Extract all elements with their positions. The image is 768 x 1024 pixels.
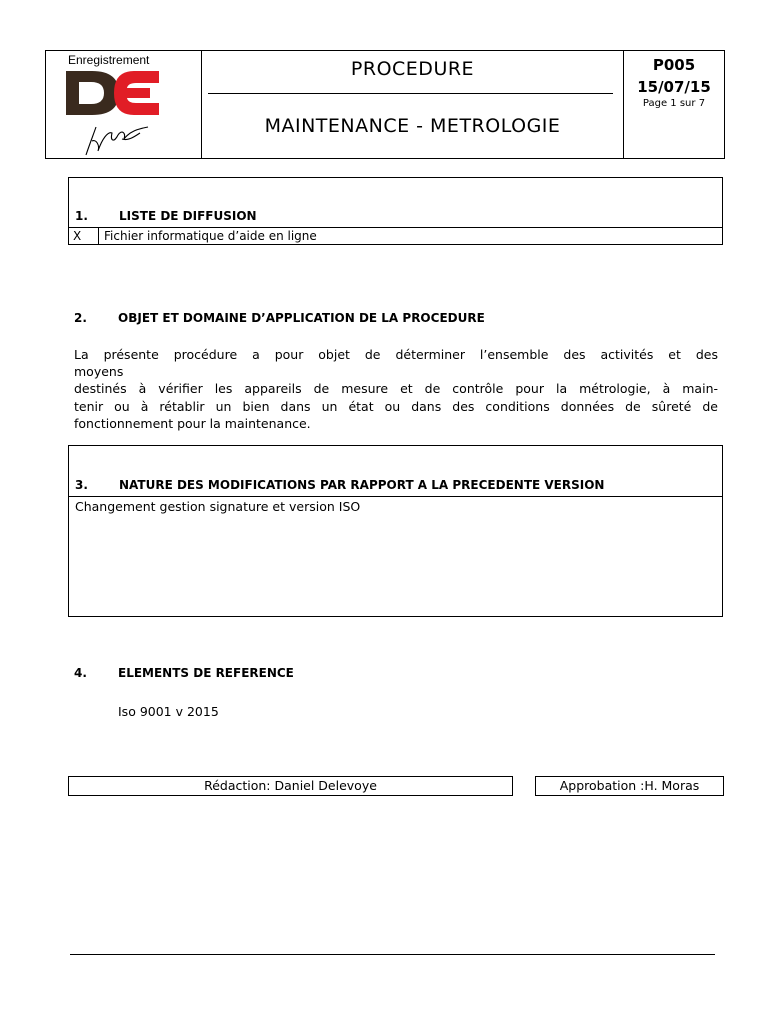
- section-3-title: NATURE DES MODIFICATIONS PAR RAPPORT A LA PRECEDENTE VERSION: [119, 478, 605, 492]
- procedure-title: PROCEDURE: [350, 58, 475, 80]
- section-4-title: ELEMENTS DE REFERENCE: [118, 666, 294, 680]
- section-4-number: 4.: [74, 666, 87, 680]
- header-code-cell: [624, 51, 724, 158]
- section-1-title: LISTE DE DIFFUSION: [119, 209, 257, 223]
- header-logo-cell: [46, 51, 202, 158]
- section-1-heading: [75, 209, 257, 223]
- section-2-number: 2.: [74, 311, 87, 325]
- section-3-heading: [75, 478, 604, 492]
- paragraph-line: destinés à vérifier les appareils de mesure et de contrôle pour la métrologie, à main-: [74, 381, 718, 397]
- diffusion-box: [68, 177, 723, 245]
- document-header: [45, 50, 725, 159]
- document-title: MAINTENANCE - METROLOGIE: [264, 115, 561, 137]
- section-4-heading: [74, 666, 294, 680]
- paragraph-line: fonctionnement pour la maintenance.: [74, 415, 311, 431]
- section-3-number: 3.: [75, 478, 88, 492]
- section-2-title: OBJET ET DOMAINE D’APPLICATION DE LA PROCEDURE: [118, 311, 485, 325]
- section-1-number: 1.: [75, 209, 88, 223]
- document-date: 15/07/15: [637, 78, 711, 96]
- header-title-cell: [202, 51, 624, 158]
- modifications-box: [68, 445, 723, 617]
- section-2-heading: [74, 311, 485, 325]
- document-code: P005: [652, 56, 696, 74]
- diffusion-text: Fichier informatique d’aide en ligne: [104, 229, 317, 243]
- modifications-content: Changement gestion signature et version ISO: [75, 499, 361, 514]
- title-divider: [208, 93, 613, 94]
- diffusion-mark: X: [69, 228, 99, 245]
- de-logo-icon: [64, 68, 164, 118]
- redaction-box: Rédaction: Daniel Delevoye: [68, 776, 513, 796]
- paragraph-line: moyens: [74, 364, 124, 380]
- signature-icon: [82, 121, 162, 159]
- page-number: Page 1 sur 7: [642, 98, 706, 109]
- approbation-box: Approbation :H. Moras: [535, 776, 724, 796]
- section-2-paragraph: [74, 346, 718, 432]
- diffusion-row: [69, 227, 722, 245]
- paragraph-line: tenir ou à rétablir un bien dans un état ou dans des conditions données de sûreté de: [74, 398, 718, 414]
- paragraph-line: La présente procédure a pour objet de déterminer l’ensemble des activités et des: [74, 347, 718, 362]
- modifications-divider: [69, 496, 722, 497]
- footer-divider: [70, 954, 715, 955]
- reference-text: Iso 9001 v 2015: [118, 704, 219, 719]
- registration-label: Enregistrement: [68, 53, 150, 67]
